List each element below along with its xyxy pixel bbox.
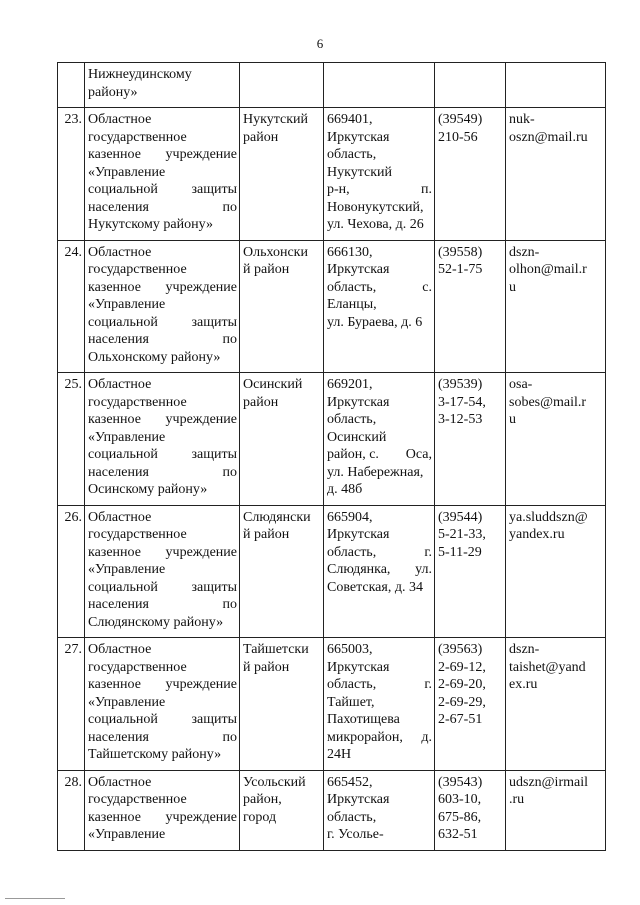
cell-number — [58, 63, 85, 108]
phone-line: (39544) — [438, 509, 483, 525]
address-line: Иркутская — [327, 394, 390, 410]
cell-number — [58, 638, 85, 771]
email-line: oszn@mail.ru — [509, 129, 588, 145]
name-line: казенное учреждение — [88, 147, 237, 162]
cell-email — [506, 373, 606, 506]
phone-line: (39563) — [438, 642, 483, 657]
cell-address — [324, 63, 435, 108]
cell-institution-name — [85, 63, 240, 108]
row-number: 28. — [64, 774, 82, 790]
name-line: социальной защиты — [88, 712, 237, 727]
address-line: 666130, — [327, 244, 373, 260]
email-line: ya.sluddszn@ — [509, 509, 588, 525]
email-line: nuk- — [509, 112, 535, 127]
table-row — [58, 770, 606, 850]
cell-phone — [435, 108, 506, 241]
table-row — [58, 108, 606, 241]
cell-district — [240, 240, 324, 373]
address-line: микрорайон, д. — [327, 729, 432, 745]
name-line: населения по — [88, 199, 237, 215]
name-line: государственное — [88, 659, 187, 675]
phone-line: 3-17-54, — [438, 394, 486, 410]
email-line: taishet@yand — [509, 659, 586, 675]
address-line: Иркутская — [327, 262, 390, 277]
name-line: району» — [88, 84, 138, 100]
name-line: Нукутскому району» — [88, 217, 213, 232]
phone-line: 2-67-51 — [438, 712, 483, 727]
phone-line: 2-69-12, — [438, 659, 486, 675]
name-line: «Управление — [88, 164, 166, 180]
name-line: Областное — [88, 112, 152, 127]
address-line: область, — [327, 147, 377, 162]
address-line: район, с. Оса, — [327, 447, 432, 462]
name-line: «Управление — [88, 694, 166, 710]
cell-phone — [435, 63, 506, 108]
address-line: р-н, п. — [327, 182, 432, 197]
name-line: Областное — [88, 642, 152, 657]
cell-district — [240, 638, 324, 771]
address-line: область, г. — [327, 677, 432, 692]
district-line: город — [243, 809, 277, 825]
phone-line: 675-86, — [438, 809, 482, 825]
name-line: казенное учреждение — [88, 279, 237, 295]
address-line: ул. Набережная, — [327, 464, 424, 480]
cell-address — [324, 108, 435, 241]
cell-email — [506, 240, 606, 373]
cell-address — [324, 638, 435, 771]
row-number: 27. — [64, 642, 82, 657]
footer-rule — [5, 898, 65, 899]
email-line: ex.ru — [509, 677, 538, 692]
cell-address — [324, 373, 435, 506]
cell-institution-name — [85, 770, 240, 850]
name-line: государственное — [88, 527, 187, 542]
name-line: Осинскому району» — [88, 482, 208, 497]
district-line: Тайшетски — [243, 642, 309, 657]
address-line: область, — [327, 809, 377, 825]
address-line: область, г. — [327, 544, 432, 560]
email-line: u — [509, 279, 516, 295]
address-line: Иркутская — [327, 792, 390, 807]
district-line: Усольский — [243, 774, 306, 790]
name-line: Областное — [88, 774, 152, 790]
table-body — [58, 63, 606, 851]
name-line: казенное учреждение — [88, 677, 237, 692]
name-line: Областное — [88, 377, 152, 392]
address-line: Иркутская — [327, 129, 390, 145]
cell-district — [240, 770, 324, 850]
address-line: 665003, — [327, 642, 373, 657]
cell-number — [58, 770, 85, 850]
address-line: область, с. — [327, 279, 432, 295]
email-line: dszn- — [509, 244, 540, 260]
table-row — [58, 373, 606, 506]
name-line: казенное учреждение — [88, 809, 237, 825]
district-line: й район — [243, 262, 290, 277]
name-line: государственное — [88, 394, 187, 410]
address-line: г. Усолье- — [327, 827, 384, 842]
cell-district — [240, 373, 324, 506]
name-line: социальной защиты — [88, 314, 237, 330]
phone-line: 210-56 — [438, 129, 478, 145]
row-number: 23. — [64, 112, 82, 127]
address-line: Пахотищева — [327, 712, 400, 727]
table-row-continuation — [58, 63, 606, 108]
row-number: 24. — [64, 244, 82, 260]
phone-line: 52-1-75 — [438, 262, 483, 277]
email-line: yandex.ru — [509, 527, 565, 542]
phone-line: 2-69-20, — [438, 677, 486, 692]
district-line: район — [243, 129, 279, 145]
phone-line: 5-21-33, — [438, 527, 486, 542]
address-line: ул. Бураева, д. 6 — [327, 314, 423, 330]
cell-email — [506, 638, 606, 771]
name-line: Ольхонскому району» — [88, 349, 221, 365]
phone-line: 2-69-29, — [438, 694, 486, 710]
address-line: Слюдянка, ул. — [327, 562, 432, 577]
email-line: dszn- — [509, 642, 540, 657]
address-line: Новонукутский, — [327, 199, 424, 215]
cell-institution-name — [85, 505, 240, 638]
address-line: д. 48б — [327, 482, 363, 497]
address-line: Советская, д. 34 — [327, 579, 423, 595]
cell-email — [506, 770, 606, 850]
address-line: Нукутский — [327, 164, 393, 180]
table-row — [58, 240, 606, 373]
name-line: государственное — [88, 262, 187, 277]
table-row — [58, 505, 606, 638]
table-row — [58, 638, 606, 771]
name-line: «Управление — [88, 429, 166, 445]
address-line: 665452, — [327, 774, 373, 790]
cell-email — [506, 505, 606, 638]
phone-line: (39558) — [438, 244, 483, 260]
phone-line: 603-10, — [438, 792, 482, 807]
district-line: й район — [243, 659, 290, 675]
name-line: Областное — [88, 509, 152, 525]
name-line: Слюдянскому району» — [88, 614, 224, 630]
row-number: 26. — [64, 509, 82, 525]
cell-number — [58, 108, 85, 241]
phone-line: 3-12-53 — [438, 412, 483, 427]
phone-line: (39549) — [438, 112, 483, 127]
email-line: u — [509, 412, 516, 427]
name-line: государственное — [88, 129, 187, 145]
name-line: Тайшетскому району» — [88, 747, 222, 762]
name-line: «Управление — [88, 562, 166, 577]
phone-line: 632-51 — [438, 827, 478, 842]
name-line: социальной защиты — [88, 579, 237, 595]
phone-line: (39539) — [438, 377, 483, 392]
address-line: Иркутская — [327, 659, 390, 675]
phone-line: 5-11-29 — [438, 544, 482, 560]
email-line: sobes@mail.r — [509, 394, 587, 410]
name-line: населения по — [88, 729, 237, 745]
name-line: казенное учреждение — [88, 412, 237, 427]
name-line: казенное учреждение — [88, 544, 237, 560]
cell-phone — [435, 373, 506, 506]
name-line: «Управление — [88, 297, 166, 312]
cell-number — [58, 505, 85, 638]
cell-address — [324, 505, 435, 638]
name-line: населения по — [88, 597, 237, 612]
cell-institution-name — [85, 240, 240, 373]
cell-email — [506, 108, 606, 241]
cell-number — [58, 240, 85, 373]
address-line: 665904, — [327, 509, 373, 525]
address-line: Еланцы, — [327, 297, 377, 312]
cell-institution-name — [85, 638, 240, 771]
institutions-table — [57, 62, 606, 851]
email-line: .ru — [509, 792, 525, 807]
phone-line: (39543) — [438, 774, 483, 790]
name-line: Нижнеудинскому — [88, 67, 192, 82]
cell-address — [324, 770, 435, 850]
district-line: Нукутский — [243, 112, 309, 127]
district-line: район, — [243, 792, 282, 807]
cell-district — [240, 505, 324, 638]
district-line: Осинский — [243, 377, 303, 392]
address-line: 669201, — [327, 377, 373, 392]
name-line: населения по — [88, 332, 237, 347]
address-line: Иркутская — [327, 527, 390, 542]
name-line: «Управление — [88, 827, 166, 842]
cell-email — [506, 63, 606, 108]
cell-phone — [435, 240, 506, 373]
cell-phone — [435, 770, 506, 850]
address-line: 669401, — [327, 112, 373, 127]
address-line: Осинский — [327, 429, 387, 445]
address-line: 24Н — [327, 747, 352, 762]
page-number: 6 — [316, 36, 324, 51]
cell-institution-name — [85, 373, 240, 506]
address-line: область, — [327, 412, 377, 427]
district-line: й район — [243, 527, 290, 542]
cell-phone — [435, 638, 506, 771]
cell-district — [240, 108, 324, 241]
name-line: социальной защиты — [88, 182, 237, 197]
cell-number — [58, 373, 85, 506]
cell-district — [240, 63, 324, 108]
email-line: osa- — [509, 377, 533, 392]
address-line: ул. Чехова, д. 26 — [327, 217, 424, 232]
email-line: olhon@mail.r — [509, 262, 587, 277]
district-line: район — [243, 394, 279, 410]
cell-address — [324, 240, 435, 373]
name-line: социальной защиты — [88, 447, 237, 462]
address-line: Тайшет, — [327, 694, 375, 710]
row-number: 25. — [64, 377, 82, 392]
district-line: Ольхонски — [243, 244, 308, 260]
cell-phone — [435, 505, 506, 638]
email-line: udszn@irmail — [509, 774, 588, 790]
name-line: государственное — [88, 792, 187, 807]
cell-institution-name — [85, 108, 240, 241]
name-line: населения по — [88, 464, 237, 480]
name-line: Областное — [88, 244, 152, 260]
district-line: Слюдянски — [243, 509, 311, 525]
